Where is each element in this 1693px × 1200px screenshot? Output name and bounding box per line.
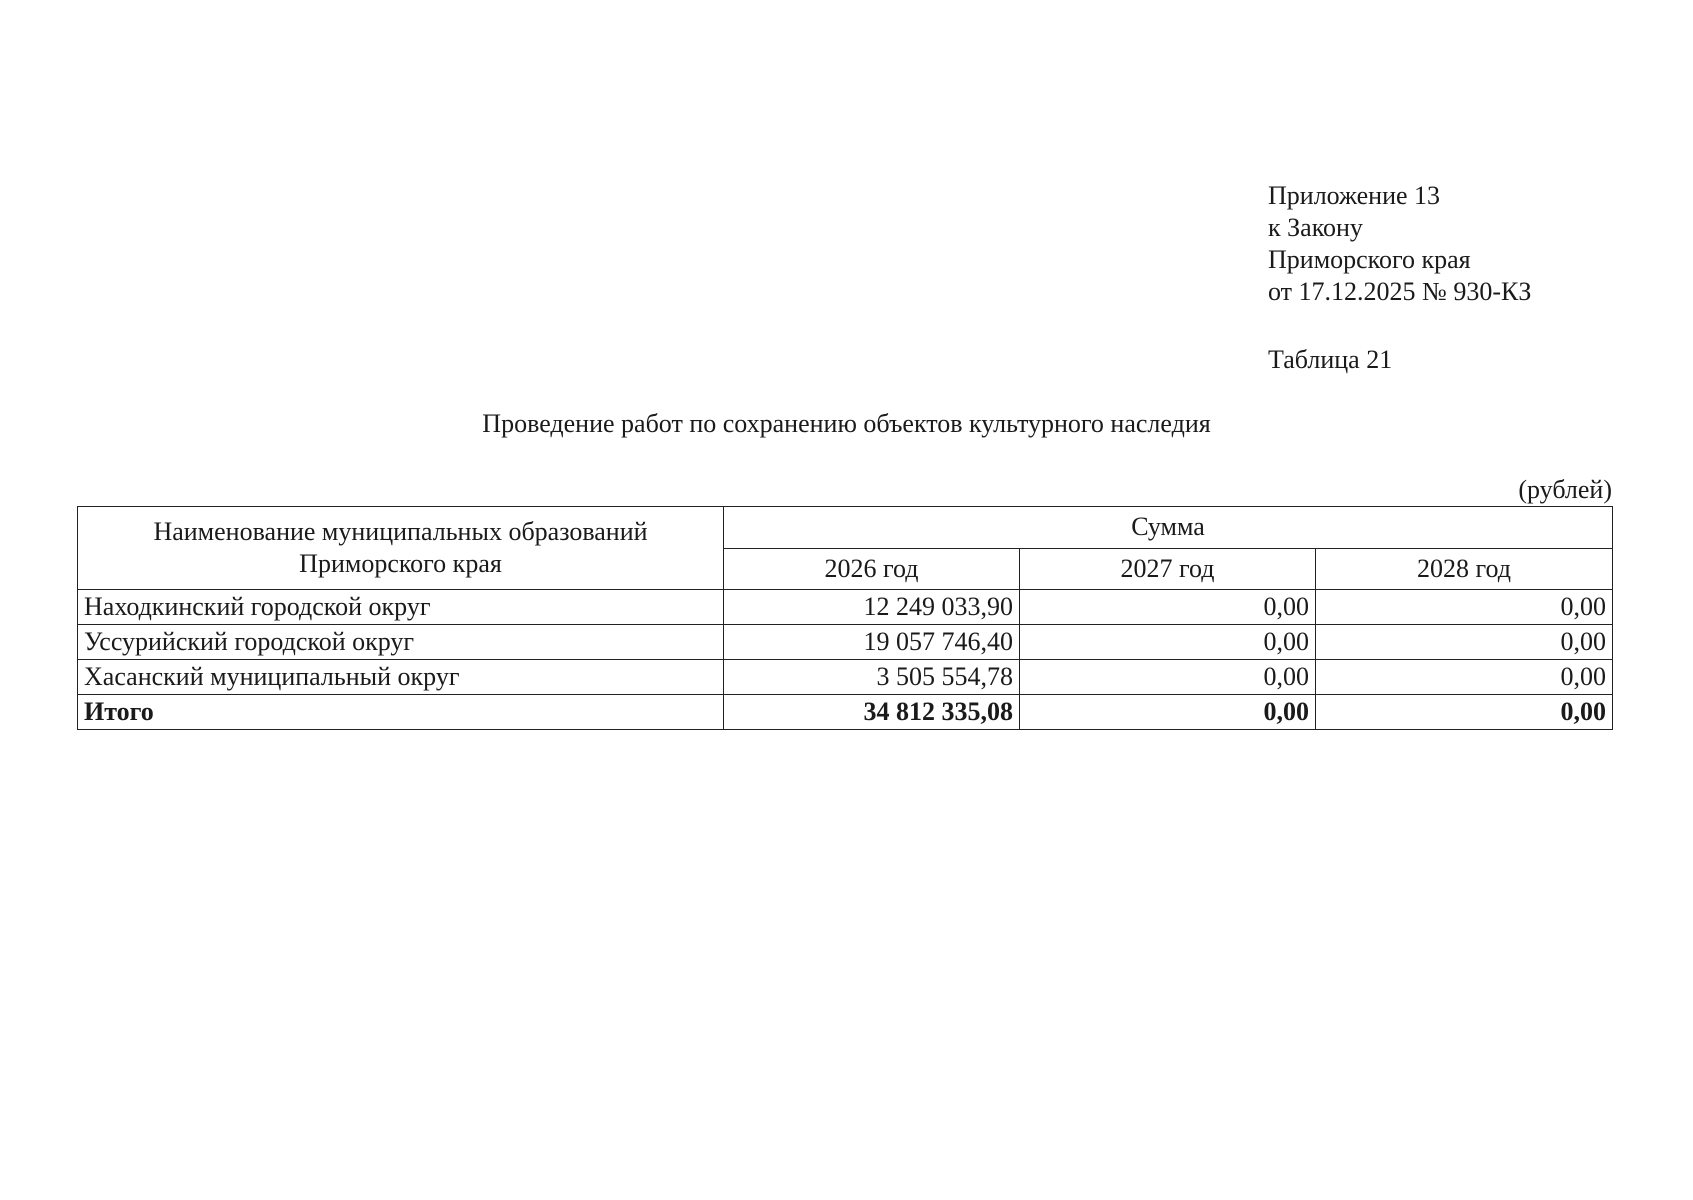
total-value-2028: 0,00 bbox=[1316, 695, 1613, 730]
row-name: Находкинский городской округ bbox=[78, 590, 724, 625]
unit-label: (рублей) bbox=[1518, 475, 1612, 504]
row-value-2027: 0,00 bbox=[1020, 625, 1316, 660]
total-value-2026: 34 812 335,08 bbox=[724, 695, 1020, 730]
table-number: Таблица 21 bbox=[1268, 345, 1393, 374]
table-row bbox=[78, 590, 1613, 625]
appendix-date: от 17.12.2025 № 930-КЗ bbox=[1268, 277, 1532, 306]
header-year-2026: 2026 год bbox=[724, 548, 1020, 590]
total-value-2027: 0,00 bbox=[1020, 695, 1316, 730]
header-sum: Сумма bbox=[724, 507, 1613, 549]
header-municipality bbox=[78, 507, 724, 590]
table-row bbox=[78, 625, 1613, 660]
row-name: Уссурийский городской округ bbox=[78, 625, 724, 660]
appendix-region: Приморского края bbox=[1268, 245, 1471, 274]
row-value-2028: 0,00 bbox=[1316, 625, 1613, 660]
row-value-2026: 12 249 033,90 bbox=[724, 590, 1020, 625]
row-value-2028: 0,00 bbox=[1316, 660, 1613, 695]
page-title: Проведение работ по сохранению объектов культурного наследия bbox=[482, 409, 1211, 438]
row-value-2027: 0,00 bbox=[1020, 590, 1316, 625]
header-municipality-line2: Приморского края bbox=[299, 549, 502, 578]
row-value-2027: 0,00 bbox=[1020, 660, 1316, 695]
header-year-2028: 2028 год bbox=[1316, 548, 1613, 590]
header-year-2027: 2027 год bbox=[1020, 548, 1316, 590]
budget-table bbox=[77, 506, 1613, 730]
row-value-2028: 0,00 bbox=[1316, 590, 1613, 625]
row-value-2026: 19 057 746,40 bbox=[724, 625, 1020, 660]
row-name: Хасанский муниципальный округ bbox=[78, 660, 724, 695]
total-label: Итого bbox=[78, 695, 724, 730]
appendix-number: Приложение 13 bbox=[1268, 181, 1441, 210]
appendix-block bbox=[1268, 180, 1531, 308]
appendix-law: к Закону bbox=[1268, 213, 1363, 242]
row-value-2026: 3 505 554,78 bbox=[724, 660, 1020, 695]
header-municipality-line1: Наименование муниципальных образований bbox=[153, 517, 648, 546]
total-row bbox=[78, 695, 1613, 730]
table-row bbox=[78, 660, 1613, 695]
